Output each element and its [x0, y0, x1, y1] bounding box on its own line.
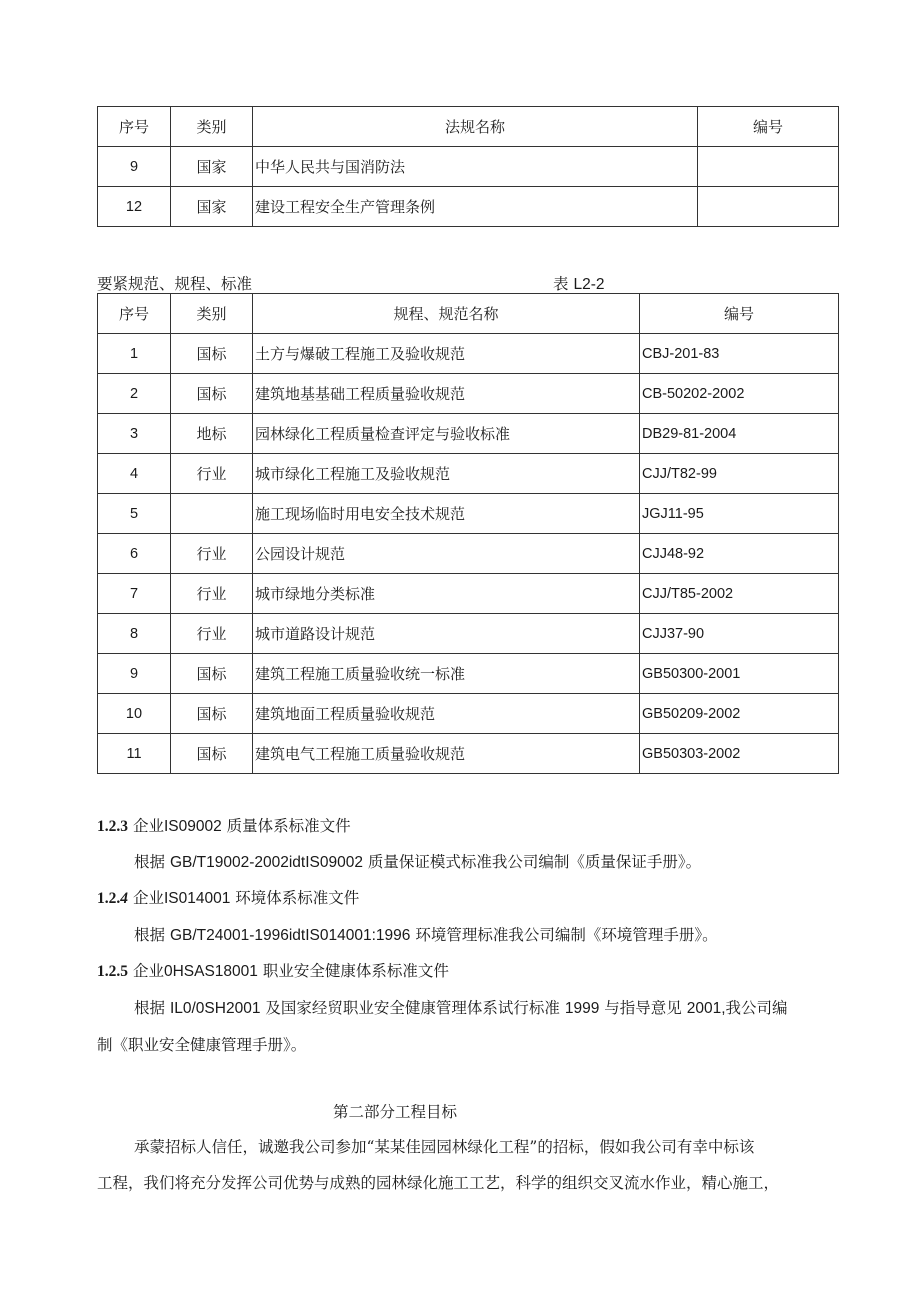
row-title: 土方与爆破工程施工及验收规范	[253, 334, 640, 374]
table-header-row	[98, 294, 839, 334]
row-number: 2	[98, 374, 171, 414]
table-row	[98, 534, 839, 574]
row-category	[171, 494, 253, 534]
column-header: 编号	[640, 294, 839, 334]
section-1-2-5-body: 根据 IL0/0SH2001 及国家经贸职业安全健康管理体系试行标准 1999 与指导意见 2001,我公司编	[134, 999, 788, 1017]
row-number: 6	[98, 534, 171, 574]
row-code: CJJ/T82-99	[640, 454, 839, 494]
row-number: 9	[98, 654, 171, 694]
row-number: 10	[98, 694, 171, 734]
row-title: 建筑地基基础工程质量验收规范	[253, 374, 640, 414]
section-1-2-4-heading: 1.2.4 企业IS014001 环境体系标准文件	[97, 889, 360, 907]
row-category: 地标	[171, 414, 253, 454]
row-code: JGJ11-95	[640, 494, 839, 534]
row-category: 国标	[171, 334, 253, 374]
table-row	[98, 414, 839, 454]
row-code: CBJ-201-83	[640, 334, 839, 374]
regulations-table	[97, 106, 839, 227]
table-row	[98, 734, 839, 774]
row-number: 4	[98, 454, 171, 494]
row-code: GB50303-2002	[640, 734, 839, 774]
row-number: 7	[98, 574, 171, 614]
table-row	[98, 374, 839, 414]
row-category: 行业	[171, 454, 253, 494]
section-1-2-4-body: 根据 GB/T24001-1996idtIS014001:1996 环境管理标准我公司编制《环境管理手册》。	[134, 926, 718, 944]
row-title: 建筑地面工程质量验收规范	[253, 694, 640, 734]
row-number: 1	[98, 334, 171, 374]
row-number: 12	[98, 187, 171, 227]
column-header: 序号	[98, 294, 171, 334]
row-code: CJJ48-92	[640, 534, 839, 574]
row-number: 8	[98, 614, 171, 654]
row-code: CJJ/T85-2002	[640, 574, 839, 614]
row-title: 公园设计规范	[253, 534, 640, 574]
section-1-2-5-body-cont: 制《职业安全健康管理手册》。	[97, 1036, 307, 1054]
row-title: 中华人民共与国消防法	[253, 147, 698, 187]
table-row	[98, 694, 839, 734]
column-header: 类别	[171, 294, 253, 334]
row-title: 城市绿地分类标准	[253, 574, 640, 614]
table-header-row	[98, 107, 839, 147]
row-category: 行业	[171, 614, 253, 654]
row-category: 国家	[171, 147, 253, 187]
row-number: 9	[98, 147, 171, 187]
table-row	[98, 454, 839, 494]
row-code	[698, 187, 839, 227]
row-title: 城市道路设计规范	[253, 614, 640, 654]
part2-paragraph-line1: 承蒙招标人信任，诚邀我公司参加“某某佳园园林绿化工程”的招标，假如我公司有幸中标该	[134, 1138, 755, 1156]
row-code: CB-50202-2002	[640, 374, 839, 414]
table2-caption: 要紧规范、规程、标准	[97, 275, 253, 293]
table-row	[98, 614, 839, 654]
table-row	[98, 574, 839, 614]
row-number: 11	[98, 734, 171, 774]
row-number: 5	[98, 494, 171, 534]
row-title: 城市绿化工程施工及验收规范	[253, 454, 640, 494]
table2-number: 表 L2-2	[553, 275, 605, 293]
section-1-2-3-heading: 1.2.3 企业IS09002 质量体系标准文件	[97, 817, 351, 835]
row-category: 国标	[171, 374, 253, 414]
part2-paragraph-line2: 工程，我们将充分发挥公司优势与成熟的园林绿化施工工艺，科学的组织交叉流水作业，精心施工，	[97, 1174, 780, 1192]
column-header: 序号	[98, 107, 171, 147]
section-1-2-5-heading: 1.2.5 企业0HSAS18001 职业安全健康体系标准文件	[97, 962, 449, 980]
row-category: 国标	[171, 654, 253, 694]
row-code: GB50209-2002	[640, 694, 839, 734]
table-row	[98, 494, 839, 534]
row-category: 国标	[171, 694, 253, 734]
table-row	[98, 334, 839, 374]
part2-title: 第二部分工程目标	[333, 1103, 458, 1121]
column-header: 法规名称	[253, 107, 698, 147]
standards-table	[97, 293, 839, 774]
row-code: CJJ37-90	[640, 614, 839, 654]
row-title: 建筑电气工程施工质量验收规范	[253, 734, 640, 774]
row-code: DB29-81-2004	[640, 414, 839, 454]
row-category: 国标	[171, 734, 253, 774]
table-row	[98, 654, 839, 694]
row-title: 建筑工程施工质量验收统一标准	[253, 654, 640, 694]
row-number: 3	[98, 414, 171, 454]
section-1-2-3-body: 根据 GB/T19002-2002idtIS09002 质量保证模式标准我公司编制《质量保证手册》。	[134, 853, 702, 871]
row-code: GB50300-2001	[640, 654, 839, 694]
row-title: 园林绿化工程质量检查评定与验收标准	[253, 414, 640, 454]
table-row	[98, 147, 839, 187]
row-category: 行业	[171, 534, 253, 574]
column-header: 类别	[171, 107, 253, 147]
table-row	[98, 187, 839, 227]
row-category: 国家	[171, 187, 253, 227]
column-header: 编号	[698, 107, 839, 147]
row-title: 建设工程安全生产管理条例	[253, 187, 698, 227]
row-code	[698, 147, 839, 187]
row-title: 施工现场临时用电安全技术规范	[253, 494, 640, 534]
row-category: 行业	[171, 574, 253, 614]
column-header: 规程、规范名称	[253, 294, 640, 334]
